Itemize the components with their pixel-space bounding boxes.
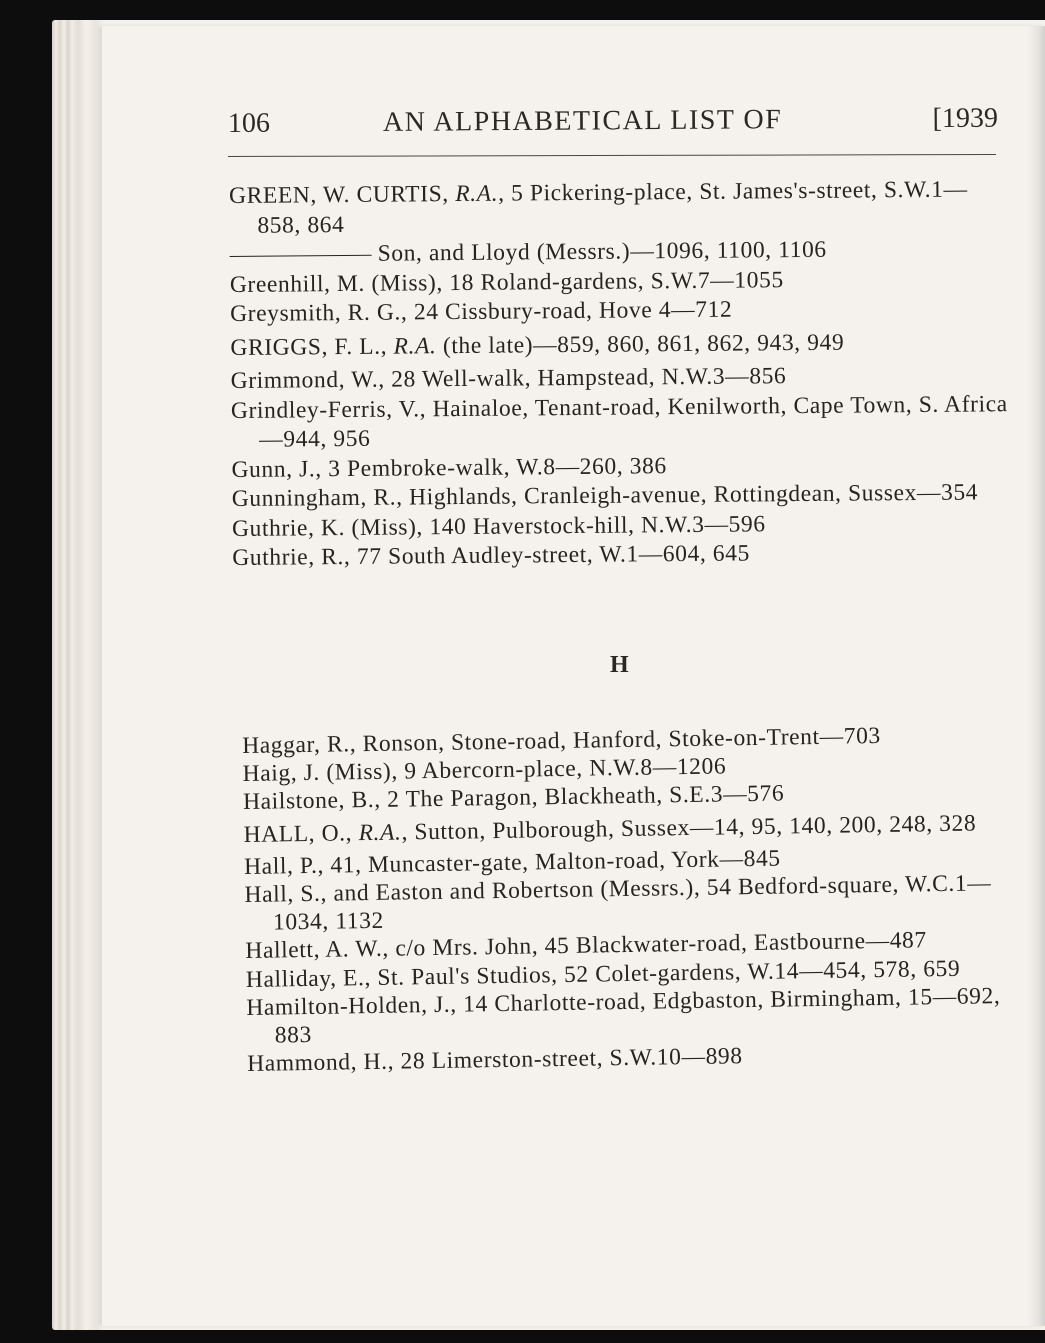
list-item: Guthrie, R., 77 South Audley-street, W.1—604, 645 <box>232 540 751 571</box>
running-year: [1939 <box>932 102 999 135</box>
entries-h-list <box>242 720 1022 1079</box>
list-item: Haggar, R., Ronson, Stone-road, Hanford, Stoke-on-Trent—703 <box>242 722 882 759</box>
list-item: GRIGGS, F. L., R.A. (the late)—859, 860, 861, 862, 943, 949 <box>230 329 845 361</box>
list-item: Halliday, E., St. Paul's Studios, 52 Colet-gardens, W.14—454, 578, 659 <box>245 955 961 993</box>
list-item: Hallett, A. W., c/o Mrs. John, 45 Blackwater-road, Eastbourne—487 <box>245 927 927 965</box>
list-item: Gunn, J., 3 Pembroke-walk, W.8—260, 386 <box>231 452 667 483</box>
list-item: Greenhill, M. (Miss), 18 Roland-gardens, S.W.7—1055 <box>229 266 784 298</box>
list-item: Hailstone, B., 2 The Paragon, Blackheath, S.E.3—576 <box>242 780 785 816</box>
list-item: Hamilton-Holden, J., 14 Charlotte-road, Edgbaston, Birmingham, 15—692, 883 <box>246 982 1001 1049</box>
list-item: Greysmith, R. G., 24 Cissbury-road, Hove 4—712 <box>230 296 733 327</box>
gutter-shadow <box>1027 26 1045 1326</box>
list-item: Guthrie, K. (Miss), 140 Haverstock-hill, N.W.3—596 <box>231 510 766 542</box>
running-title: AN ALPHABETICAL LIST OF <box>382 104 783 138</box>
page-number: 106 <box>227 107 271 139</box>
list-item: Haig, J. (Miss), 9 Abercorn-place, N.W.8—1206 <box>242 753 727 788</box>
list-item: Grimmond, W., 28 Well-walk, Hampstead, N.W.3—856 <box>230 363 787 394</box>
list-item: Hall, P., 41, Muncaster-gate, Malton-road, York—845 <box>243 845 781 880</box>
running-head <box>228 103 998 148</box>
list-item: Son, and Lloyd (Messrs.)—1096, 1100, 1106 <box>230 234 1010 270</box>
list-item: Hall, S., and Easton and Robertson (Messrs.), 54 Bedford-square, W.C.1—1034, 1132 <box>244 870 992 936</box>
list-item: GREEN, W. CURTIS, R.A., 5 Pickering-place, St. James's-street, S.W.1—858, 864 <box>229 176 968 239</box>
section-letter: H <box>610 652 629 678</box>
list-item: Grindley-Ferris, V., Hainaloe, Tenant-road, Kenilworth, Cape Town, S. Africa—944, 956 <box>230 390 1008 453</box>
list-item: Hammond, H., 28 Limerston-street, S.W.10—898 <box>247 1043 743 1078</box>
list-item: Gunningham, R., Highlands, Cranleigh-avenue, Rottingdean, Sussex—354 <box>231 479 979 512</box>
ditto-rule <box>230 255 372 257</box>
list-item: HALL, O., R.A., Sutton, Pulborough, Sussex—14, 95, 140, 200, 248, 328 <box>243 810 977 848</box>
entries-g-list <box>229 175 1012 573</box>
